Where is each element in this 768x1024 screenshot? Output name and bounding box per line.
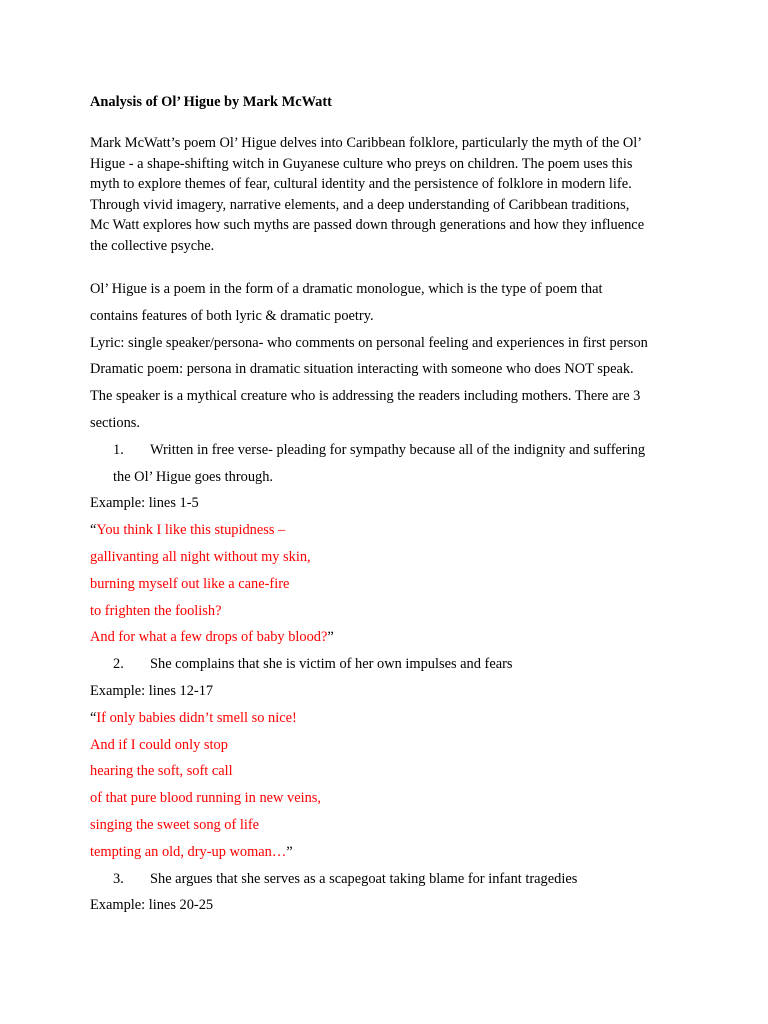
speaker-description-line: The speaker is a mythical creature who is addressing the readers including mothers. There are 3: [90, 388, 641, 405]
intro-line: Mc Watt explores how such myths are passed down through generations and how they influence: [90, 217, 645, 234]
open-quote-mark: “: [90, 522, 97, 539]
quote-line: of that pure blood running in new veins,: [90, 790, 322, 807]
quote-text: If only babies didn’t smell so nice!: [96, 709, 297, 726]
section-2-number: 2.: [113, 656, 124, 673]
quote-text: You think I like this stupidness –: [96, 522, 286, 539]
section-1-text: Written in free verse- pleading for sympathy because all of the indignity and suffering: [150, 441, 646, 458]
quote-text: And for what a few drops of baby blood?: [90, 629, 328, 646]
close-quote-mark: ”: [327, 629, 334, 646]
section-3-text: She argues that she serves as a scapegoat taking blame for infant tragedies: [150, 870, 578, 887]
section-1-text-continued: the Ol’ Higue goes through.: [113, 468, 273, 485]
intro-line: Higue - a shape-shifting witch in Guyanese culture who preys on children. The poem uses this: [90, 155, 633, 172]
close-quote-mark: ”: [286, 843, 293, 860]
analysis-body: [90, 276, 690, 919]
dramatic-definition: Dramatic poem: persona in dramatic situation interacting with someone who does NOT speak.: [90, 361, 634, 378]
section-2-example: Example: lines 12-17: [90, 682, 214, 699]
section-2-text: She complains that she is victim of her own impulses and fears: [150, 656, 513, 673]
intro-line: Mark McWatt’s poem Ol’ Higue delves into Caribbean folklore, particularly the myth of the Ol’: [90, 135, 643, 151]
quote-line: hearing the soft, soft call: [90, 763, 233, 780]
form-description-line: Ol’ Higue is a poem in the form of a dramatic monologue, which is the type of poem that: [90, 281, 603, 297]
intro-line: myth to explore themes of fear, cultural identity and the persistence of folklore in modern life.: [90, 176, 632, 193]
intro-paragraph: [90, 133, 690, 257]
section-3-number: 3.: [113, 870, 124, 887]
section-1-example: Example: lines 1-5: [90, 495, 199, 512]
quote-line: [90, 624, 690, 651]
quote-line: gallivanting all night without my skin,: [90, 548, 311, 565]
form-description-line: contains features of both lyric & dramatic poetry.: [90, 307, 374, 324]
quote-line: singing the sweet song of life: [90, 816, 260, 833]
lyric-definition: Lyric: single speaker/persona- who comments on personal feeling and experiences in first person: [90, 334, 648, 351]
speaker-description-line: sections.: [90, 414, 140, 431]
quote-text: tempting an old, dry-up woman…: [90, 843, 287, 860]
quote-line: burning myself out like a cane-fire: [90, 575, 290, 592]
section-1-number: 1.: [113, 441, 124, 458]
intro-line: the collective psyche.: [90, 237, 215, 254]
section-3-item: [90, 866, 690, 893]
quote-line: [90, 517, 690, 544]
quote-line: to frighten the foolish?: [90, 602, 222, 619]
intro-line: Through vivid imagery, narrative elements, and a deep understanding of Caribbean traditions,: [90, 196, 630, 213]
open-quote-mark: “: [90, 709, 97, 726]
quote-line: [90, 839, 690, 866]
section-1-item: [90, 437, 690, 464]
document-title: Analysis of Ol’ Higue by Mark McWatt: [90, 94, 332, 110]
section-2-item: [90, 651, 690, 678]
quote-line: [90, 705, 690, 732]
quote-line: And if I could only stop: [90, 736, 228, 753]
section-3-example: Example: lines 20-25: [90, 897, 214, 914]
